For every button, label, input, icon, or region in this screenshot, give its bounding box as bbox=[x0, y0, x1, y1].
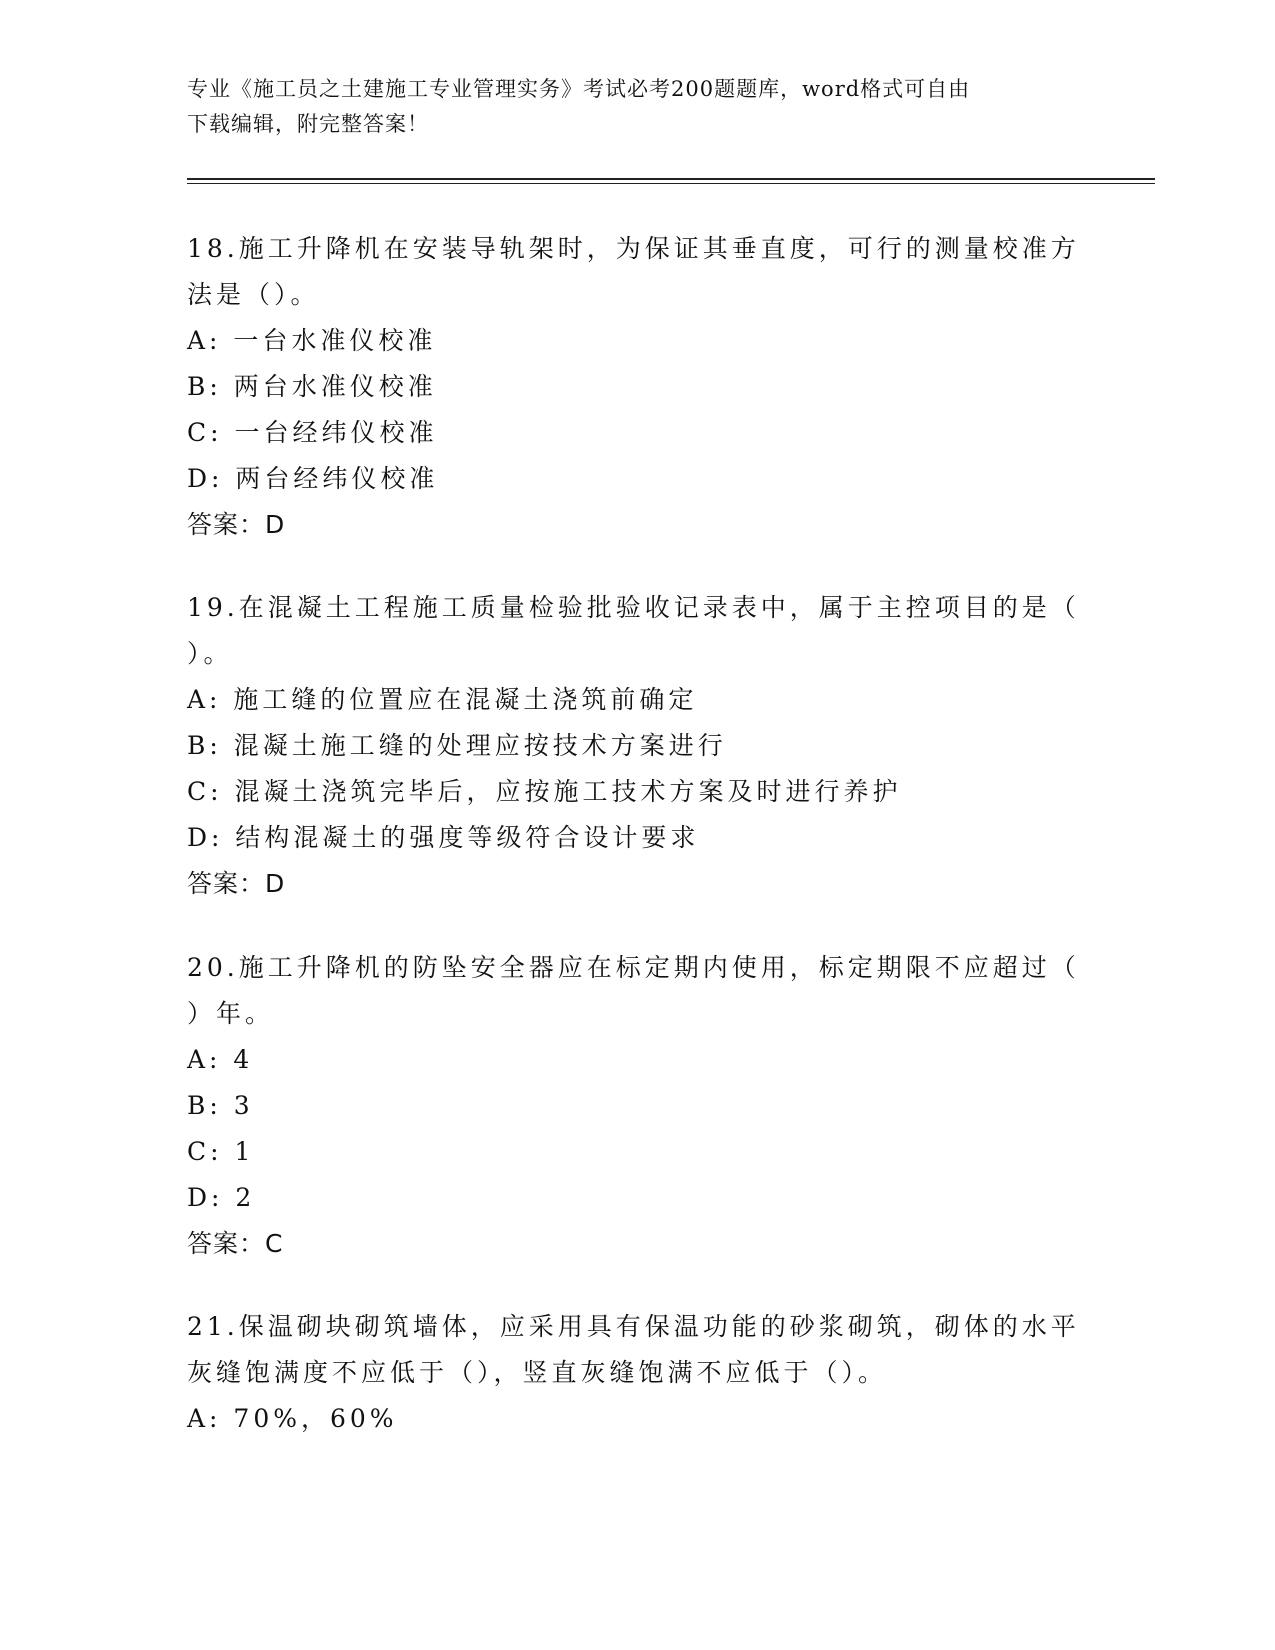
option-c: C: 1 bbox=[187, 1137, 255, 1166]
option-b: B: 混凝土施工缝的处理应按技术方案进行 bbox=[187, 731, 727, 760]
question-stem-cont: ）。 bbox=[187, 639, 233, 668]
question-21 bbox=[187, 1304, 1087, 1442]
option-a: A: 70%，60% bbox=[187, 1404, 398, 1433]
question-stem-cont: ）年。 bbox=[187, 999, 275, 1028]
document-header bbox=[187, 72, 1087, 142]
option-d: D: 2 bbox=[187, 1183, 256, 1212]
header-line-1: 专业《施工员之土建施工专业管理实务》考试必考200题题库，word格式可自由 bbox=[187, 77, 971, 101]
option-b: B: 两台水准仪校准 bbox=[187, 372, 437, 401]
option-a: A: 施工缝的位置应在混凝土浇筑前确定 bbox=[187, 685, 698, 714]
option-d: D: 两台经纬仪校准 bbox=[187, 464, 439, 493]
question-stem-cont: 法是（）。 bbox=[187, 280, 320, 309]
question-18 bbox=[187, 226, 1087, 548]
option-c: C: 混凝土浇筑完毕后，应按施工技术方案及时进行养护 bbox=[187, 777, 902, 806]
header-rule-thin bbox=[187, 183, 1155, 184]
option-d: D: 结构混凝土的强度等级符合设计要求 bbox=[187, 823, 700, 852]
question-stem: 19.在混凝土工程施工质量检验批验收记录表中，属于主控项目的是（ bbox=[187, 593, 1080, 622]
question-19 bbox=[187, 585, 1087, 907]
answer: 答案：C bbox=[187, 1229, 284, 1258]
option-a: A: 4 bbox=[187, 1045, 254, 1074]
question-stem-cont: 灰缝饱满度不应低于（），竖直灰缝饱满不应低于（）。 bbox=[187, 1358, 888, 1387]
answer: 答案：D bbox=[187, 869, 286, 898]
answer: 答案：D bbox=[187, 510, 286, 539]
header-line-2: 下载编辑，附完整答案！ bbox=[187, 112, 429, 136]
question-stem: 20.施工升降机的防坠安全器应在标定期内使用，标定期限不应超过（ bbox=[187, 953, 1080, 982]
question-20 bbox=[187, 945, 1087, 1267]
option-c: C: 一台经纬仪校准 bbox=[187, 418, 438, 447]
option-a: A: 一台水准仪校准 bbox=[187, 326, 437, 355]
header-rule bbox=[187, 178, 1155, 180]
question-stem: 18.施工升降机在安装导轨架时，为保证其垂直度，可行的测量校准方 bbox=[187, 234, 1080, 263]
option-b: B: 3 bbox=[187, 1091, 254, 1120]
question-stem: 21.保温砌块砌筑墙体，应采用具有保温功能的砂浆砌筑，砌体的水平 bbox=[187, 1312, 1080, 1341]
